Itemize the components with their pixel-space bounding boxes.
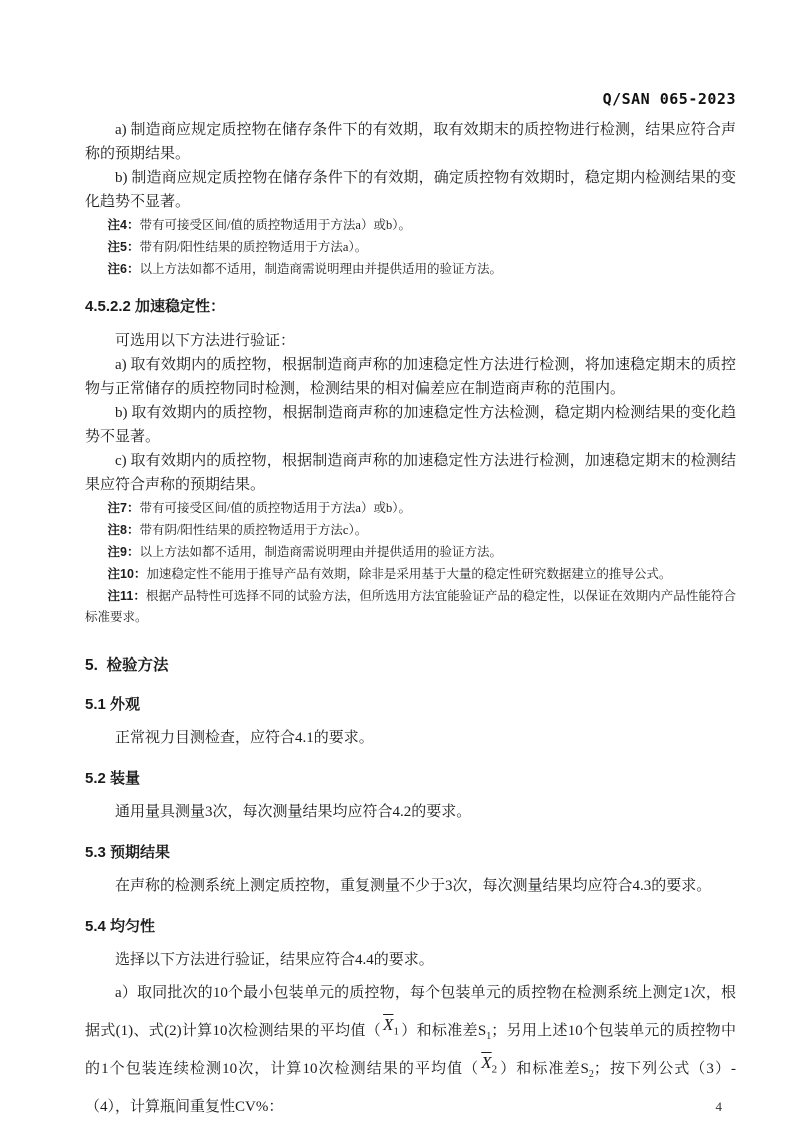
note-text: 以上方法如都不适用，制造商需说明理由并提供适用的验证方法。 [139, 545, 502, 559]
note-label: 注6： [107, 262, 140, 276]
paragraph: a) 取有效期内的质控物，根据制造商声称的加速稳定性方法进行检测，将加速稳定期末的质控物与正常储存的质控物同时检测，检测结果的相对偏差应在制造商声称的范围内。 [85, 357, 736, 397]
page-number: 4 [715, 1099, 722, 1114]
sub-heading: 5.3 预期结果 [85, 844, 171, 861]
note-text: 根据产品特性可选择不同的试验方法，但所选用方法宜能验证产品的稳定性，以保证在效期内产品性能符合标准要求。 [85, 589, 736, 624]
note [85, 586, 736, 628]
note-label: 注5： [107, 240, 140, 254]
note [85, 498, 736, 519]
clause-heading: 4.5.2.2 加速稳定性： [85, 298, 226, 315]
note [85, 520, 736, 541]
note-text: 带有可接受区间/值的质控物适用于方法a）或b）。 [139, 501, 411, 515]
paragraph: a) 制造商应规定质控物在储存条件下的有效期，取有效期末的质控物进行检测，结果应符合声称的预期结果。 [85, 122, 736, 162]
note-text: 带有可接受区间/值的质控物适用于方法a）或b）。 [139, 218, 411, 232]
xbar-letter: $\overline{X}$ [383, 1015, 394, 1034]
note [85, 237, 736, 258]
note-text: 以上方法如都不适用，制造商需说明理由并提供适用的验证方法。 [139, 262, 502, 276]
subscript: 1 [486, 1031, 492, 1042]
note-label: 注9： [107, 545, 140, 559]
section-heading: 5. 检验方法 [85, 657, 169, 674]
note-label: 注7： [107, 501, 140, 515]
note-text: 带有阴/阳性结果的质控物适用于方法a）。 [139, 240, 368, 254]
subscript: 2 [588, 1069, 594, 1080]
formula-text: ）和标准差S [499, 1061, 589, 1077]
note [85, 564, 736, 585]
note [85, 259, 736, 280]
xbar-symbol [481, 1053, 498, 1076]
note [85, 542, 736, 563]
paragraph: b) 制造商应规定质控物在储存条件下的有效期，确定质控物有效期时，稳定期内检测结果的变化趋势不显著。 [85, 170, 736, 210]
paragraph: 通用量具测量3次，每次测量结果均应符合4.2的要求。 [115, 804, 472, 820]
formula-paragraph [85, 974, 736, 1126]
note-label: 注10： [107, 567, 147, 581]
sub-heading: 5.2 装量 [85, 770, 141, 787]
note-label: 注11： [107, 589, 146, 603]
paragraph: 可选用以下方法进行验证： [115, 333, 296, 349]
xbar-symbol [383, 1015, 399, 1038]
xbar-letter: $\overline{X}$ [481, 1053, 492, 1072]
formula-text: ；按下列公式（3）-（4），计算瓶间重复性CV%： [85, 1061, 737, 1115]
paragraph: c) 取有效期内的质控物，根据制造商声称的加速稳定性方法进行检测，加速稳定期末的检测结果应符合声称的预期结果。 [85, 453, 736, 493]
formula-text: ）和标准差S [400, 1023, 487, 1039]
paragraph: 正常视力目测检查，应符合4.1的要求。 [115, 730, 374, 746]
note-text: 加速稳定性不能用于推导产品有效期，除非是采用基于大量的稳定性研究数据建立的推导公式。 [146, 567, 672, 581]
sub-heading: 5.1 外观 [85, 696, 141, 713]
paragraph: 在声称的检测系统上测定质控物，重复测量不少于3次，每次测量结果均应符合4.3的要求。 [115, 878, 712, 894]
sub-heading: 5.4 均匀性 [85, 918, 156, 935]
note [85, 215, 736, 236]
note-text: 带有阴/阳性结果的质控物适用于方法c）。 [139, 523, 368, 537]
document-body [85, 118, 736, 1126]
formula-text: ；另用上述10个包装单元的质控物中的1个包装连续检测10次，计算10次检测结果的平均值（ [85, 1023, 736, 1077]
xbar-subscript: 1 [393, 1025, 399, 1038]
formula-text: a）取同批次的10个最小包装单元的质控物，每个包装单元的质控物在检测系统上测定1次，根据式(1)、式(2)计算10次检测结果的平均值（ [85, 985, 736, 1039]
note-label: 注4： [107, 218, 140, 232]
note-label: 注8： [107, 523, 140, 537]
paragraph: 选择以下方法进行验证，结果应符合4.4的要求。 [115, 952, 434, 968]
doc-code: Q/SAN 065-2023 [602, 90, 736, 108]
xbar-subscript: 2 [491, 1063, 498, 1076]
paragraph: b) 取有效期内的质控物，根据制造商声称的加速稳定性方法检测，稳定期内检测结果的变化趋势不显著。 [85, 405, 736, 445]
